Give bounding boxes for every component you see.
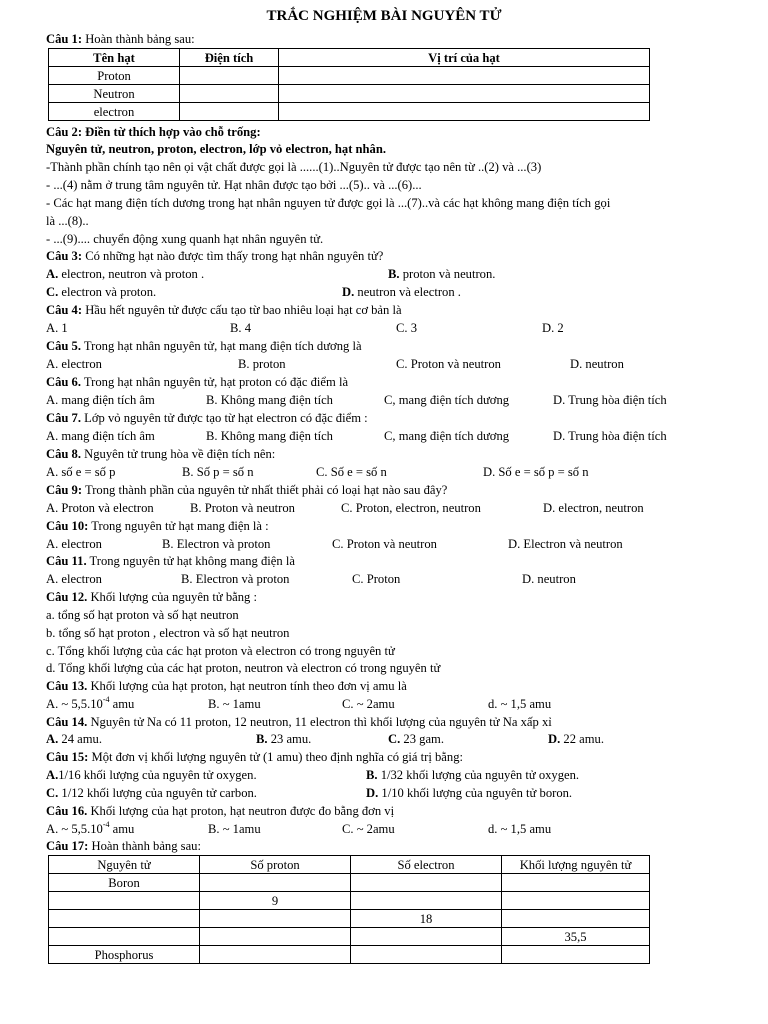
- q5-option-d[interactable]: D. neutron: [570, 357, 624, 371]
- q12-option-b[interactable]: b. tổng số hạt proton , electron và số hạt neutron: [46, 626, 290, 640]
- q8-prompt: Câu 8. Nguyên tử trung hòa về điện tích nên:: [46, 447, 276, 461]
- q2-word-bank: Nguyên tử, neutron, proton, electron, lớp vỏ electron, hạt nhân.: [46, 142, 387, 156]
- q4-option-d[interactable]: D. 2: [542, 321, 564, 335]
- q5-option-a[interactable]: A. electron: [46, 357, 102, 371]
- table-row: [49, 874, 650, 892]
- q9-option-c[interactable]: C. Proton, electron, neutron: [341, 501, 481, 515]
- q13-prompt: Câu 13. Khối lượng của hạt proton, hạt neutron tính theo đơn vị amu là: [46, 679, 407, 693]
- table-row: [49, 946, 650, 964]
- q11-option-c[interactable]: C. Proton: [352, 572, 401, 586]
- table-cell[interactable]: [180, 67, 279, 85]
- table-header: Tên hạt: [49, 49, 180, 67]
- q16-option-c[interactable]: C. ~ 2amu: [342, 822, 395, 836]
- q6-option-a[interactable]: A. mang điện tích âm: [46, 393, 155, 407]
- q7-option-c[interactable]: C, mang điện tích dương: [384, 429, 510, 443]
- q2-prompt: Câu 2: Điền từ thích hợp vào chỗ trống:: [46, 125, 261, 139]
- q5-option-c[interactable]: C. Proton và neutron: [396, 357, 501, 371]
- q12-option-c[interactable]: c. Tổng khối lượng của các hạt proton và electron có trong nguyên tử: [46, 644, 395, 658]
- q2-line: là ...(8)..: [46, 214, 89, 228]
- table-header-row: [49, 856, 650, 874]
- table-row: [49, 910, 650, 928]
- table-cell[interactable]: [351, 928, 502, 946]
- q14-option-a[interactable]: A. 24 amu.: [46, 732, 102, 746]
- q9-option-b[interactable]: B. Proton và neutron: [190, 501, 295, 515]
- table-cell[interactable]: 35,5: [502, 928, 650, 946]
- table-row: [49, 103, 650, 121]
- q13-option-d[interactable]: d. ~ 1,5 amu: [488, 697, 552, 711]
- q10-prompt: Câu 10: Trong nguyên tử hạt mang điện là :: [46, 519, 269, 533]
- table-cell[interactable]: [200, 946, 351, 964]
- q16-prompt: Câu 16. Khối lượng của hạt proton, hạt neutron được đo bằng đơn vị: [46, 804, 395, 818]
- table-row: [49, 892, 650, 910]
- q8-option-c[interactable]: C. Số e = số n: [316, 465, 387, 479]
- q5-prompt: Câu 5. Trong hạt nhân nguyên tử, hạt mang điện tích dương là: [46, 339, 362, 353]
- q13-option-c[interactable]: C. ~ 2amu: [342, 697, 395, 711]
- q4-option-c[interactable]: C. 3: [396, 321, 417, 335]
- q15-prompt: Câu 15: Một đơn vị khối lượng nguyên tử (1 amu) theo định nghĩa có giá trị bằng:: [46, 750, 463, 764]
- table-cell[interactable]: [180, 85, 279, 103]
- q10-option-c[interactable]: C. Proton và neutron: [332, 537, 437, 551]
- q4-option-b[interactable]: B. 4: [230, 321, 251, 335]
- q3-option-b[interactable]: B. proton và neutron.: [388, 267, 496, 281]
- q1-table: [48, 48, 650, 121]
- q13-option-a[interactable]: A. ~ $5,5.10^{-4}$ amu: [46, 695, 135, 711]
- q5-option-b[interactable]: B. proton: [238, 357, 286, 371]
- q16-option-d[interactable]: d. ~ 1,5 amu: [488, 822, 552, 836]
- q8-option-b[interactable]: B. Số p = số n: [182, 465, 254, 479]
- table-cell[interactable]: [502, 910, 650, 928]
- q4-prompt: Câu 4: Hầu hết nguyên tử được cấu tạo từ bao nhiêu loại hạt cơ bản là: [46, 303, 402, 317]
- table-cell[interactable]: 9: [200, 892, 351, 910]
- q15-option-a[interactable]: A.1/16 khối lượng của nguyên tử oxygen.: [46, 768, 257, 782]
- q3-option-c[interactable]: C. electron và proton.: [46, 285, 157, 299]
- q13-option-b[interactable]: B. ~ 1amu: [208, 697, 261, 711]
- q6-prompt: Câu 6. Trong hạt nhân nguyên tử, hạt proton có đặc điểm là: [46, 375, 349, 389]
- q16-option-a[interactable]: A. ~ $5,5.10^{-4}$ amu: [46, 820, 135, 836]
- q14-prompt: Câu 14. Nguyên tử Na có 11 proton, 12 neutron, 11 electron thì khối lượng của nguyên tử Na xấp xỉ: [46, 715, 552, 729]
- table-cell[interactable]: [351, 946, 502, 964]
- q7-option-b[interactable]: B. Không mang điện tích: [206, 429, 333, 443]
- q11-option-b[interactable]: B. Electron và proton: [181, 572, 290, 586]
- q16-option-b[interactable]: B. ~ 1amu: [208, 822, 261, 836]
- q14-option-b[interactable]: B. 23 amu.: [256, 732, 312, 746]
- table-cell[interactable]: [49, 928, 200, 946]
- q2-line: - Các hạt mang điện tích dương trong hạt nhân nguyen tử được gọi là ...(7)..và các hạt không mang điện tích gọi: [46, 196, 611, 210]
- table-cell: Proton: [49, 67, 180, 85]
- table-cell: electron: [49, 103, 180, 121]
- table-header-row: [49, 49, 650, 67]
- table-cell[interactable]: 18: [351, 910, 502, 928]
- q10-option-a[interactable]: A. electron: [46, 537, 102, 551]
- q17-prompt: Câu 17: Hoàn thành bảng sau:: [46, 839, 201, 853]
- q8-option-d[interactable]: D. Số e = số p = số n: [483, 465, 589, 479]
- table-cell[interactable]: [200, 928, 351, 946]
- q3-option-d[interactable]: D. neutron và electron .: [342, 285, 461, 299]
- q7-option-a[interactable]: A. mang điện tích âm: [46, 429, 155, 443]
- q7-option-d[interactable]: D. Trung hòa điện tích: [553, 429, 667, 443]
- table-cell[interactable]: [200, 910, 351, 928]
- q15-option-c[interactable]: C. 1/12 khối lượng của nguyên tử carbon.: [46, 786, 257, 800]
- q1-prompt: Câu 1: Hoàn thành bảng sau:: [46, 32, 195, 46]
- table-header: Số electron: [351, 856, 502, 874]
- q2-line: -Thành phần chính tạo nên ọi vật chất được gọi là ......(1)..Nguyên tử được tạo nên từ ..(2) và ...(3): [46, 160, 542, 174]
- table-cell[interactable]: [279, 103, 650, 121]
- q12-option-a[interactable]: a. tổng số hạt proton và số hạt neutron: [46, 608, 239, 622]
- table-cell[interactable]: [200, 874, 351, 892]
- q7-prompt: Câu 7. Lớp vỏ nguyên tử được tạo từ hạt electron có đặc điểm :: [46, 411, 368, 425]
- table-cell[interactable]: [351, 892, 502, 910]
- table-cell[interactable]: [502, 874, 650, 892]
- table-header: Điện tích: [180, 49, 279, 67]
- q9-option-a[interactable]: A. Proton và electron: [46, 501, 154, 515]
- table-cell[interactable]: [351, 874, 502, 892]
- q3-option-a[interactable]: A. electron, neutron và proton .: [46, 267, 205, 281]
- q14-option-c[interactable]: C. 23 gam.: [388, 732, 444, 746]
- q6-option-c[interactable]: C, mang điện tích dương: [384, 393, 510, 407]
- q12-prompt: Câu 12. Khối lượng của nguyên tử bằng :: [46, 590, 257, 604]
- table-row: [49, 928, 650, 946]
- q6-option-d[interactable]: D. Trung hòa điện tích: [553, 393, 667, 407]
- q2-line: - ...(9).... chuyển động xung quanh hạt nhân nguyên tử.: [46, 232, 324, 246]
- q11-option-d[interactable]: D. neutron: [522, 572, 576, 586]
- table-cell[interactable]: [49, 910, 200, 928]
- q6-option-b[interactable]: B. Không mang điện tích: [206, 393, 333, 407]
- q12-option-d[interactable]: d. Tổng khối lượng của các hạt proton, neutron và electron có trong nguyên tử: [46, 661, 441, 675]
- q10-option-d[interactable]: D. Electron và neutron: [508, 537, 623, 551]
- table-row: [49, 67, 650, 85]
- q15-option-d[interactable]: D. 1/10 khối lượng của nguyên tử boron.: [366, 786, 573, 800]
- q10-option-b[interactable]: B. Electron và proton: [162, 537, 271, 551]
- q17-table: [48, 855, 650, 964]
- q9-option-d[interactable]: D. electron, neutron: [543, 501, 644, 515]
- q11-option-a[interactable]: A. electron: [46, 572, 102, 586]
- q4-option-a[interactable]: A. 1: [46, 321, 68, 335]
- table-cell: Neutron: [49, 85, 180, 103]
- table-header: Số proton: [200, 856, 351, 874]
- table-header: Khối lượng nguyên tử: [502, 856, 650, 874]
- table-header: Nguyên tử: [49, 856, 200, 874]
- table-header: Vị trí của hạt: [279, 49, 650, 67]
- table-row: [49, 85, 650, 103]
- q2-line: - ...(4) nằm ở trung tâm nguyên tử. Hạt nhân được tạo bởi ...(5).. và ...(6)...: [46, 178, 422, 192]
- table-cell[interactable]: [180, 103, 279, 121]
- page-title: TRẮC NGHIỆM BÀI NGUYÊN TỬ: [266, 8, 502, 24]
- table-cell[interactable]: [502, 946, 650, 964]
- q8-option-a[interactable]: A. số e = số p: [46, 465, 116, 479]
- table-cell[interactable]: [279, 67, 650, 85]
- q11-prompt: Câu 11. Trong nguyên tử hạt không mang điện là: [46, 554, 295, 568]
- q14-option-d[interactable]: D. 22 amu.: [548, 732, 604, 746]
- table-cell[interactable]: Phosphorus: [49, 946, 200, 964]
- q9-prompt: Câu 9: Trong thành phần của nguyên tử nhất thiết phải có loại hạt nào sau đây?: [46, 483, 448, 497]
- q15-option-b[interactable]: B. 1/32 khối lượng của nguyên tử oxygen.: [366, 768, 580, 782]
- table-cell[interactable]: [502, 892, 650, 910]
- table-cell[interactable]: Boron: [49, 874, 200, 892]
- table-cell[interactable]: [49, 892, 200, 910]
- table-cell[interactable]: [279, 85, 650, 103]
- q3-prompt: Câu 3: Có những hạt nào được tìm thấy trong hạt nhân nguyên tử?: [46, 249, 384, 263]
